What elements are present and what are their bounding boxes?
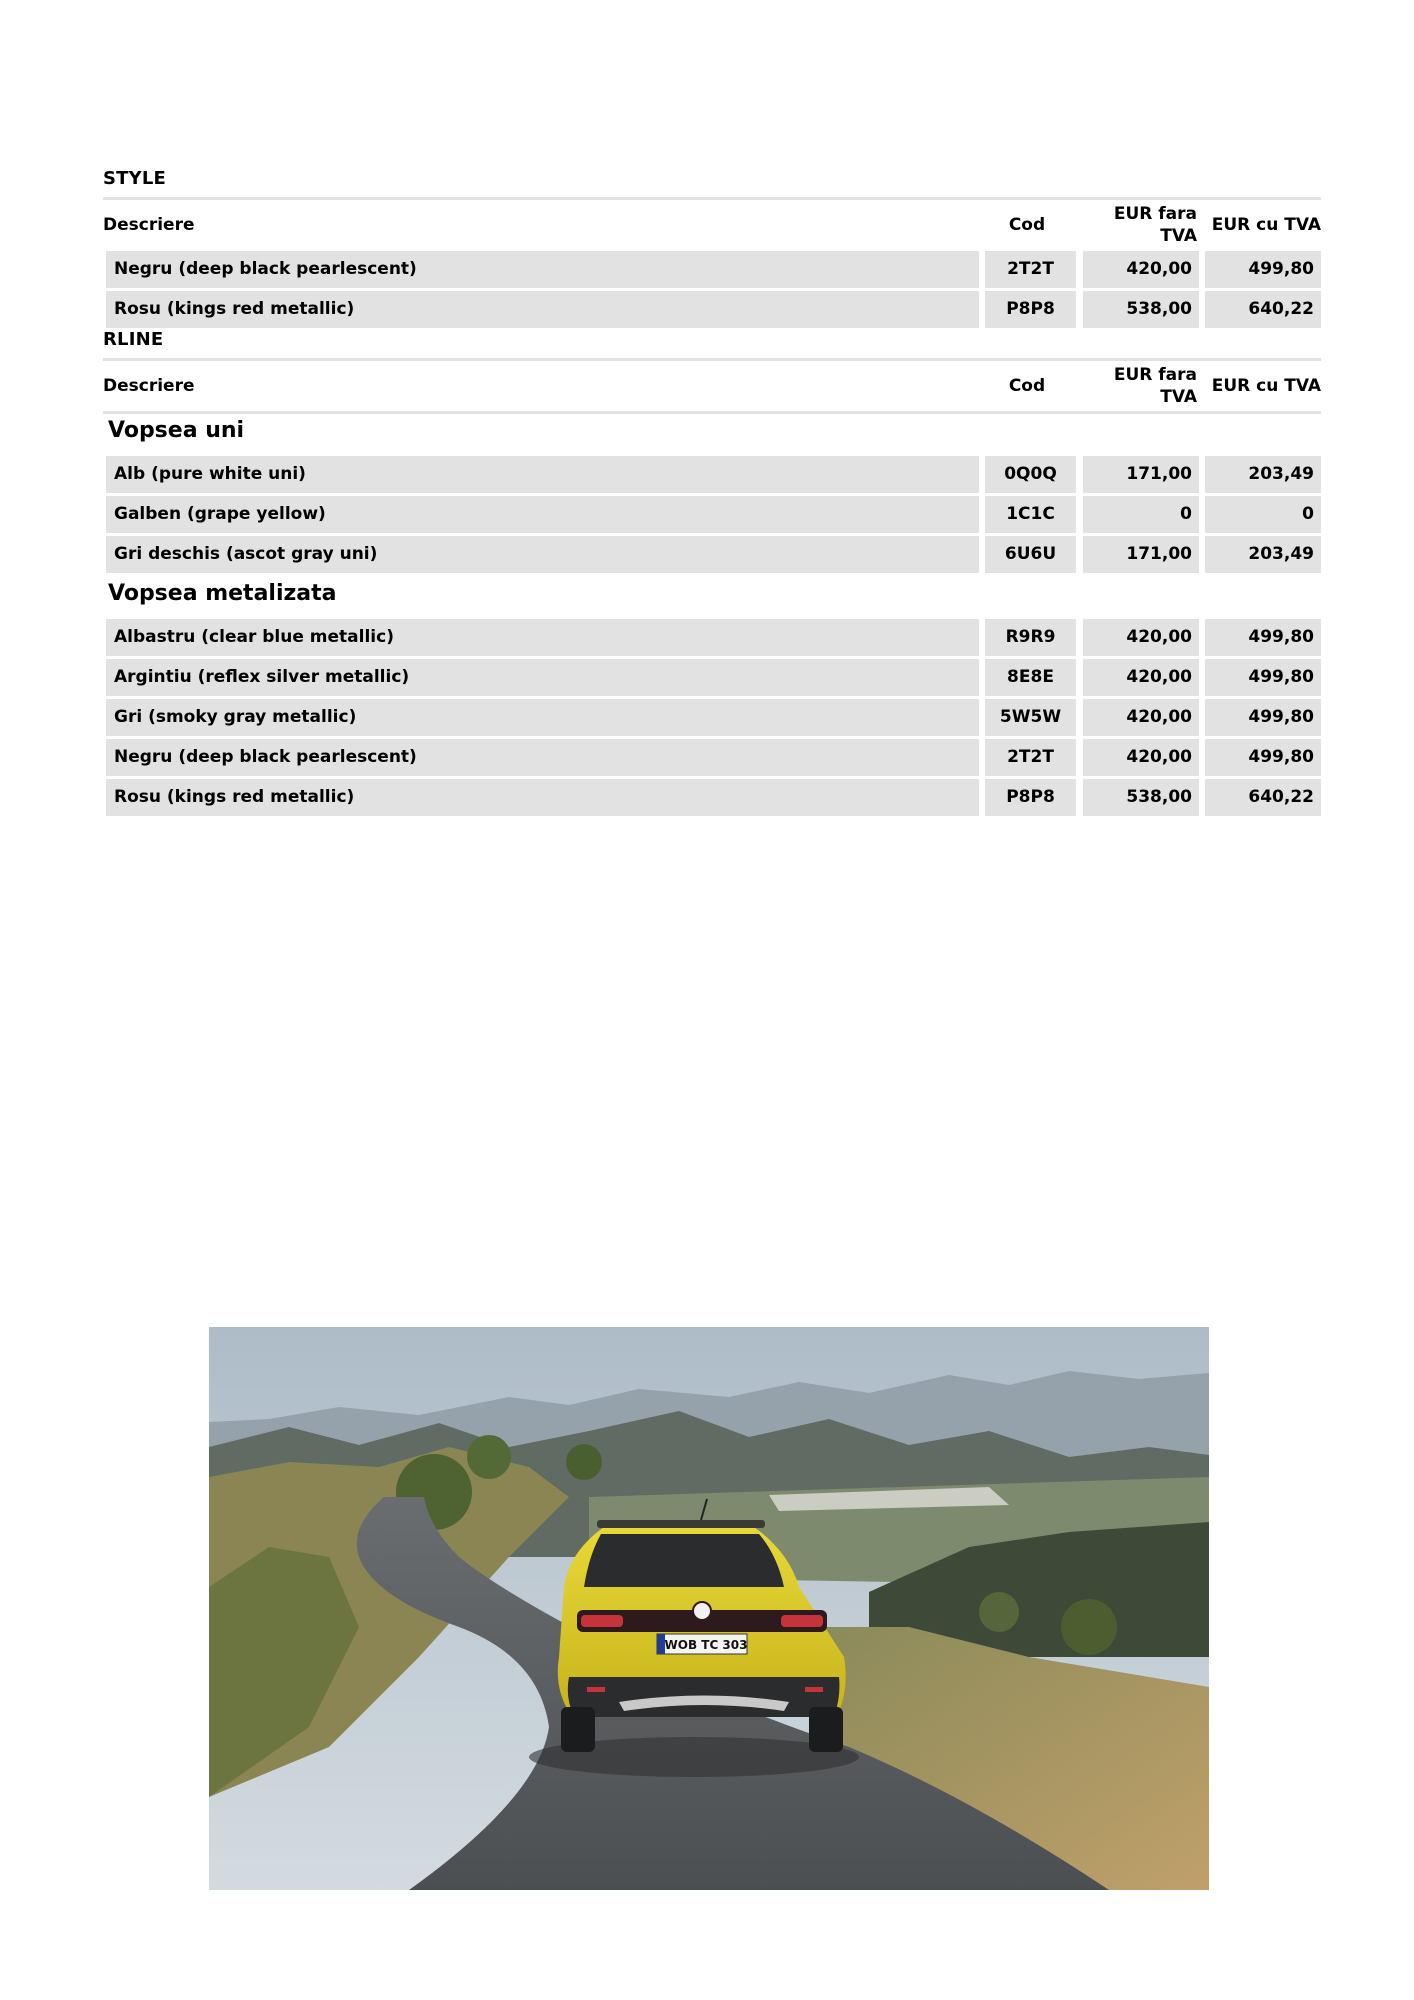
car-roof — [597, 1520, 765, 1528]
group-title-vopsea-metalizata: Vopsea metalizata — [108, 581, 337, 606]
row-description: Negru (deep black pearlescent) — [106, 251, 979, 288]
header-price-inc-vat: EUR cu TVA — [1211, 215, 1321, 235]
table-row — [103, 699, 1321, 736]
car-reflector-right — [805, 1687, 823, 1692]
row-description: Rosu (kings red metallic) — [106, 291, 979, 328]
header-bottom-rule — [103, 411, 1321, 414]
table-row — [103, 456, 1321, 493]
row-code: P8P8 — [985, 291, 1076, 328]
header-rule — [103, 197, 1321, 200]
row-code: 8E8E — [985, 659, 1076, 696]
section-title-rline: RLINE — [103, 329, 164, 350]
row-price-ex-vat: 538,00 — [1083, 291, 1199, 328]
table-row — [103, 536, 1321, 573]
header-description: Descriere — [103, 215, 195, 235]
row-description: Rosu (kings red metallic) — [106, 779, 979, 816]
row-price-inc-vat: 499,80 — [1205, 251, 1321, 288]
row-price-ex-vat: 420,00 — [1083, 619, 1199, 656]
row-description: Gri deschis (ascot gray uni) — [106, 536, 979, 573]
header-description: Descriere — [103, 376, 195, 396]
row-price-inc-vat: 499,80 — [1205, 739, 1321, 776]
table-header — [103, 201, 1321, 249]
tree — [467, 1435, 511, 1479]
row-price-ex-vat: 171,00 — [1083, 536, 1199, 573]
table-row — [103, 251, 1321, 288]
row-description: Galben (grape yellow) — [106, 496, 979, 533]
car-taillight-right — [781, 1615, 823, 1627]
tree — [979, 1592, 1019, 1632]
car-logo — [693, 1602, 711, 1620]
car-rear-window — [584, 1534, 784, 1587]
car-wheel-right — [809, 1707, 843, 1752]
row-price-ex-vat: 420,00 — [1083, 739, 1199, 776]
car-taillight-left — [581, 1615, 623, 1627]
row-price-inc-vat: 499,80 — [1205, 699, 1321, 736]
car-reflector-left — [587, 1687, 605, 1692]
tree — [566, 1444, 602, 1480]
header-price-ex-vat: EUR fara TVA — [1113, 204, 1197, 246]
row-description: Argintiu (reflex silver metallic) — [106, 659, 979, 696]
row-description: Gri (smoky gray metallic) — [106, 699, 979, 736]
row-price-inc-vat: 203,49 — [1205, 536, 1321, 573]
table-row — [103, 619, 1321, 656]
header-code: Cod — [1008, 376, 1046, 396]
header-price-inc-vat: EUR cu TVA — [1211, 376, 1321, 396]
row-price-ex-vat: 420,00 — [1083, 659, 1199, 696]
table-row — [103, 291, 1321, 328]
row-price-inc-vat: 499,80 — [1205, 619, 1321, 656]
row-code: 1C1C — [985, 496, 1076, 533]
car-photo — [209, 1327, 1209, 1890]
row-code: P8P8 — [985, 779, 1076, 816]
table-header — [103, 362, 1321, 410]
header-price-ex-vat: EUR fara TVA — [1113, 365, 1197, 407]
row-description: Negru (deep black pearlescent) — [106, 739, 979, 776]
row-price-ex-vat: 171,00 — [1083, 456, 1199, 493]
row-code: R9R9 — [985, 619, 1076, 656]
row-code: 2T2T — [985, 251, 1076, 288]
group-title-vopsea-uni: Vopsea uni — [108, 418, 245, 443]
row-code: 6U6U — [985, 536, 1076, 573]
row-price-inc-vat: 640,22 — [1205, 779, 1321, 816]
car-wheel-left — [561, 1707, 595, 1752]
section-title-style: STYLE — [103, 168, 167, 189]
row-price-ex-vat: 0 — [1083, 496, 1199, 533]
header-rule — [103, 358, 1321, 361]
row-code: 5W5W — [985, 699, 1076, 736]
row-description: Albastru (clear blue metallic) — [106, 619, 979, 656]
row-price-inc-vat: 203,49 — [1205, 456, 1321, 493]
table-row — [103, 779, 1321, 816]
table-row — [103, 659, 1321, 696]
row-code: 0Q0Q — [985, 456, 1076, 493]
row-price-ex-vat: 420,00 — [1083, 699, 1199, 736]
row-price-inc-vat: 499,80 — [1205, 659, 1321, 696]
header-code: Cod — [1008, 215, 1046, 235]
row-price-ex-vat: 420,00 — [1083, 251, 1199, 288]
row-price-inc-vat: 640,22 — [1205, 291, 1321, 328]
row-code: 2T2T — [985, 739, 1076, 776]
row-price-ex-vat: 538,00 — [1083, 779, 1199, 816]
row-price-inc-vat: 0 — [1205, 496, 1321, 533]
table-row — [103, 496, 1321, 533]
car-license-plate-text: WOB TC 303 — [664, 1638, 748, 1652]
car-photo-illustration — [209, 1327, 1209, 1890]
row-description: Alb (pure white uni) — [106, 456, 979, 493]
table-row — [103, 739, 1321, 776]
tree — [1061, 1599, 1117, 1655]
